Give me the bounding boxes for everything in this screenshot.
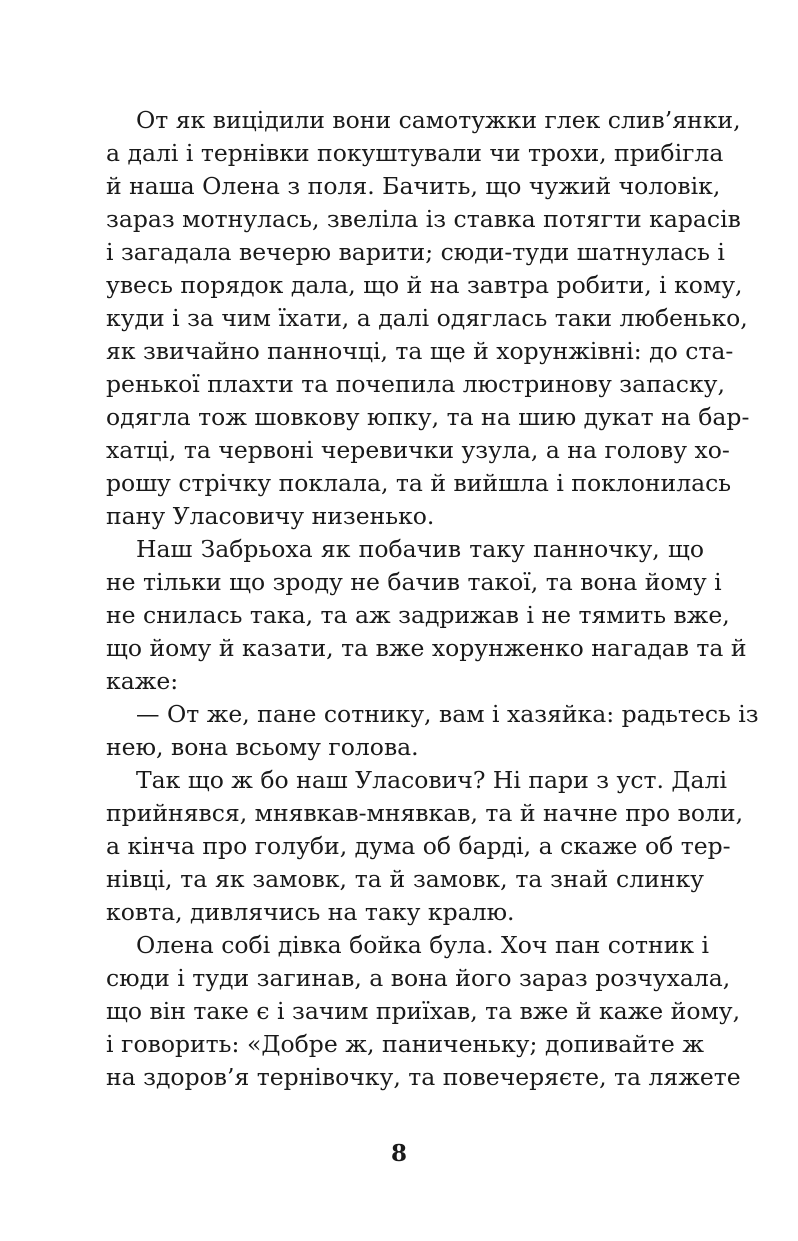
text-line: нею, вона всьому голова. [106,733,419,761]
text-line: От як вицідили вони самотужки глек слив’янки, [136,106,741,134]
text-line: що йому й казати, та вже хорунженко нагадав та й [106,634,747,662]
paragraph-2 [106,533,747,698]
text-line: ковта, дивлячись на таку кралю. [106,898,515,926]
text-line: а далі і тернівки покуштували чи трохи, прибігла [106,139,724,167]
text-line: пану Уласовичу низенько. [106,502,435,530]
page-text [106,104,759,1094]
text-line: не снилась така, та аж задрижав і не тямить вже, [106,601,730,629]
text-line: Наш Забрьоха як побачив таку панночку, що [136,535,704,563]
text-line: ренької плахти та почепила люстринову запаску, [106,370,725,398]
text-line: на здоров’я тернівочку, та повечеряєте, та ляжете [106,1063,741,1091]
text-line: Олена собі дівка бойка була. Хоч пан сотник і [136,931,710,959]
text-line: а кінча про голуби, дума об барді, а скаже об тер- [106,832,731,860]
paragraph-4 [106,764,744,929]
text-line: — От же, пане сотнику, вам і хазяйка: радьтесь із [136,700,759,728]
text-line: хатці, та червоні черевички узула, а на голову хо- [106,436,730,464]
text-line: каже: [106,667,179,695]
text-line: зараз мотнулась, звеліла із ставка потягти карасів [106,205,741,233]
text-line: прийнявся, мнявкав-мнявкав, та й начне про воли, [106,799,744,827]
text-line: і загадала вечерю варити; сюди-туди шатнулась і [106,238,725,266]
text-line: увесь порядок дала, що й на завтра робити, і кому, [106,271,743,299]
paragraph-5 [106,929,741,1094]
paragraph-3 [106,698,759,764]
page-number: 8 [390,1140,407,1167]
text-line: одягла тож шовкову юпку, та на шию дукат на бар- [106,403,750,431]
text-line: сюди і туди загинав, а вона його зараз розчухала, [106,964,731,992]
text-line: як звичайно панночці, та ще й хорунжівні: до ста- [106,337,734,365]
text-line: Так що ж бо наш Уласович? Ні пари з уст. Далі [136,766,727,794]
text-line: нівці, та як замовк, та й замовк, та знай слинку [106,865,704,893]
text-line: що він таке є і зачим приїхав, та вже й каже йому, [106,997,741,1025]
text-line: рошу стрічку поклала, та й вийшла і поклонилась [106,469,732,497]
paragraph-1 [106,104,750,533]
text-line: й наша Олена з поля. Бачить, що чужий чоловік, [106,172,721,200]
text-line: не тільки що зроду не бачив такої, та вона йому і [106,568,722,596]
text-line: і говорить: «Добре ж, паниченьку; допивайте ж [106,1030,704,1058]
text-line: куди і за чим їхати, а далі одяглась таки любенько, [106,304,748,332]
